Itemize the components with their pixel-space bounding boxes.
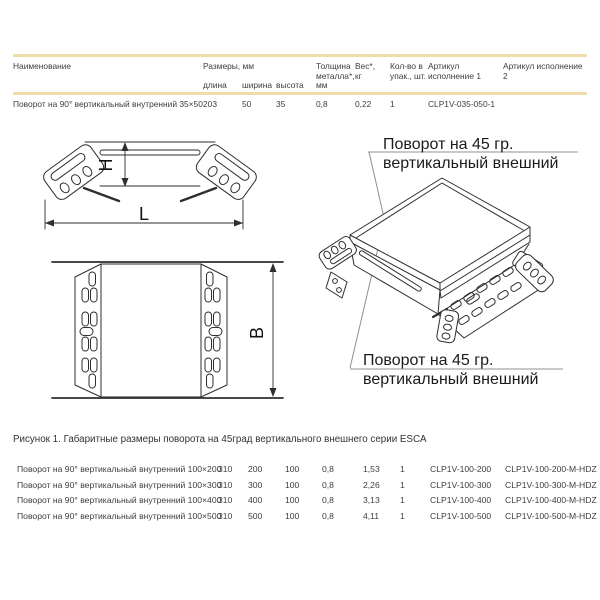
cell-weight: 3,13	[363, 495, 380, 505]
col-header-art1: Артикул исполнение 1	[428, 61, 481, 81]
cell-width: 50	[242, 99, 252, 109]
cell-qty: 1	[390, 99, 395, 109]
cell-height: 100	[285, 511, 300, 521]
col-header-height: высота	[276, 80, 304, 90]
cell-art1: CLP1V-100-300	[430, 480, 492, 490]
cell-art1: CLP1V-100-400	[430, 495, 492, 505]
cell-name: Поворот на 90° вертикальный внутренний 35×50	[13, 99, 203, 109]
cell-name: Поворот на 90° вертикальный внутренний 100×200	[17, 464, 222, 474]
cell-width: 300	[248, 480, 263, 490]
callout-bottom-line1: Поворот на 45 гр.	[363, 352, 494, 369]
table-row	[17, 480, 597, 490]
cell-height: 100	[285, 464, 300, 474]
dim-arrowheads	[45, 142, 277, 397]
cell-name: Поворот на 90° вертикальный внутренний 100×400	[17, 495, 222, 505]
cell-qty: 1	[400, 480, 405, 490]
cell-art2: CLP1V-100-500-M-HDZ	[505, 511, 597, 521]
cell-length: 310	[218, 464, 233, 474]
cell-width: 500	[248, 511, 263, 521]
cell-width: 200	[248, 464, 263, 474]
cell-thickness: 0,8	[322, 480, 334, 490]
cell-length: 310	[218, 495, 233, 505]
callout-bottom	[363, 352, 538, 388]
side-view	[41, 142, 259, 202]
cell-art2: CLP1V-100-200-M-HDZ	[505, 464, 597, 474]
callout-top-line1: Поворот на 45 гр.	[383, 136, 514, 153]
col-header-length: длина	[203, 80, 227, 90]
cell-art2: CLP1V-100-300-M-HDZ	[505, 480, 597, 490]
cell-length: 203	[203, 99, 217, 109]
callout-bottom-line2: вертикальный внешний	[363, 371, 539, 388]
col-header-name: Наименование	[13, 61, 72, 71]
cell-name: Поворот на 90° вертикальный внутренний 100×300	[17, 480, 222, 490]
col-header-thickness: Толщина металла*, мм	[316, 61, 355, 91]
cell-height: 100	[285, 480, 300, 490]
callout-top-line2: вертикальный внешний	[383, 155, 559, 172]
cell-art1: CLP1V-100-200	[430, 464, 492, 474]
cell-length: 310	[218, 511, 233, 521]
figure-caption: Рисунок 1. Габаритные размеры поворота на 45град вертикального внешнего серии ESCA	[13, 434, 427, 445]
top-view-right-perforation	[205, 272, 222, 388]
col-header-width: ширина	[242, 80, 273, 90]
cell-qty: 1	[400, 511, 405, 521]
cell-thickness: 0,8	[322, 495, 334, 505]
top-view-left-perforation	[80, 272, 97, 388]
table-row	[17, 511, 597, 521]
col-header-art2: Артикул исполнение 2	[503, 61, 583, 81]
cell-art1: CLP1V-035-050-1	[428, 99, 496, 109]
dim-label-b: B	[247, 326, 267, 340]
cell-height: 35	[276, 99, 286, 109]
cell-name: Поворот на 90° вертикальный внутренний 100×500	[17, 511, 222, 521]
cell-width: 400	[248, 495, 263, 505]
cell-thickness: 0,8	[322, 464, 334, 474]
cell-thickness: 0,8	[322, 511, 334, 521]
iso-left-wing	[317, 235, 358, 271]
cell-qty: 1	[400, 495, 405, 505]
table-row	[17, 495, 597, 505]
cell-weight: 0,22	[355, 99, 372, 109]
dim-label-l: L	[138, 204, 150, 224]
cell-weight: 4,11	[363, 511, 380, 521]
cell-height: 100	[285, 495, 300, 505]
cell-weight: 2,26	[363, 480, 380, 490]
col-header-weight: Вес*, кг	[355, 61, 376, 81]
cell-art1: CLP1V-100-500	[430, 511, 492, 521]
cell-qty: 1	[400, 464, 405, 474]
cell-weight: 1,53	[363, 464, 380, 474]
cell-art2: CLP1V-100-400-M-HDZ	[505, 495, 597, 505]
callout-top	[383, 136, 558, 172]
dim-label-h: H	[96, 158, 116, 172]
col-header-qty: Кол-во в упак., шт.	[390, 61, 426, 81]
cell-thickness: 0,8	[316, 99, 328, 109]
iso-view	[317, 178, 556, 344]
table-row	[17, 464, 597, 474]
cell-length: 310	[218, 480, 233, 490]
col-header-sizes-group: Размеры, мм	[203, 61, 254, 71]
